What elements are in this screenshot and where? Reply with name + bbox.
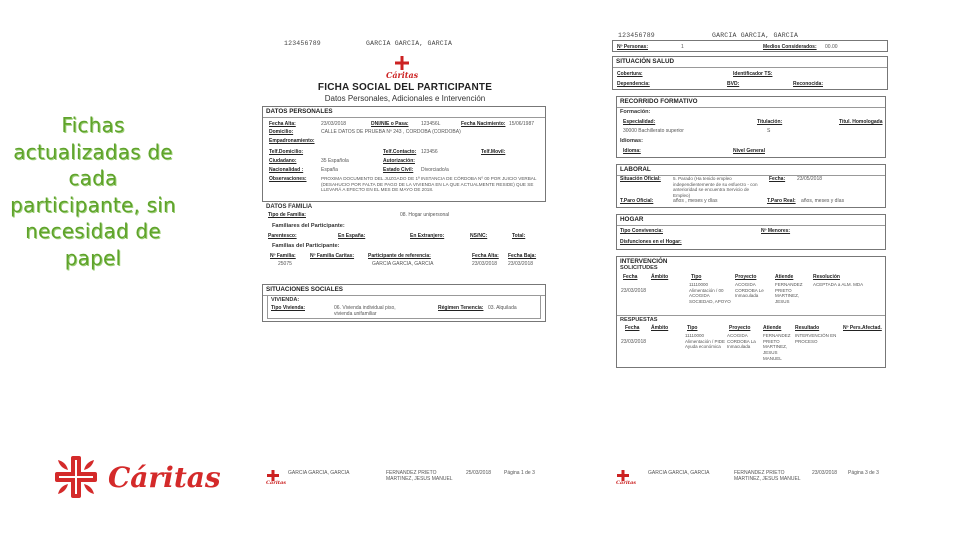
hogar-section [616, 214, 886, 250]
subsection-header: VIVIENDA: [271, 297, 300, 303]
table-cell: 30000 Bachillerato superior [623, 128, 684, 134]
field-label: Empadronamiento: [269, 138, 315, 144]
field-label: Fecha Alta: [269, 121, 296, 127]
field-label: Titul. Homologada [839, 119, 883, 125]
footer-logo [266, 470, 286, 486]
table-header: Fecha [623, 274, 638, 280]
footer-worker: FERNANDEZ PRIETO MARTINEZ, JESUS MANUEL [386, 470, 453, 482]
field-value: 06. Vivienda individual piso, vivienda unifamiliar [334, 305, 396, 318]
field-label: Titulación: [757, 119, 783, 125]
field-value: 35 Española [321, 158, 349, 164]
field-value: 123456 [421, 149, 438, 155]
field-label: Nº Personas: [617, 44, 649, 50]
field-value: años , meses y días [673, 198, 718, 204]
field-value: 03. Alquilada [488, 305, 517, 311]
personas-box [612, 40, 888, 52]
subsection-header: RESPUESTAS [620, 317, 658, 323]
field-label: Nivel General [733, 148, 765, 154]
field-label: Telf.Contacto: [383, 149, 417, 155]
table-header: Resultado [795, 325, 820, 331]
footer-worker: FERNANDEZ PRIETO MARTINEZ, JESUS MANUEL [734, 470, 801, 482]
field-label: Estado Civil: [383, 167, 414, 173]
datos-personales-section [262, 106, 546, 202]
table-header: Tipo [687, 325, 698, 331]
subsection-header: Formación: [620, 109, 651, 115]
field-label: Idioma: [623, 148, 641, 154]
field-label: Nº Menores: [761, 228, 791, 234]
ficha-title: FICHA SOCIAL DEL PARTICIPANTE [317, 82, 493, 93]
table-header: Atiende [775, 274, 794, 280]
table-cell: 25075 [278, 261, 292, 267]
subsection-header: Familiares del Participante: [272, 223, 345, 229]
field-value: CALLE DATOS DE PRUEBA Nº 243 , CORDOBA (CORDOBA) [321, 129, 461, 135]
field-label: Observaciones: [269, 176, 307, 182]
caritas-cross-icon [52, 454, 100, 500]
table-header: Proyecto [729, 325, 751, 331]
field-label: Parentesco: [268, 233, 297, 239]
footer-pages: Página 3 de 3 [848, 470, 879, 476]
footer-date: 25/03/2018 [466, 470, 492, 476]
field-label: Dependencia: [617, 81, 650, 87]
field-label: Fecha: [769, 176, 786, 182]
field-label: Autorización: [383, 158, 415, 164]
table-cell: 23/03/2018 [508, 261, 534, 267]
table-header: Fecha [625, 325, 640, 331]
footer-date: 23/03/2018 [812, 470, 838, 476]
table-cell: 23/03/2018 [621, 339, 647, 345]
field-value: 123456L [421, 121, 441, 127]
situaciones-sociales-section [262, 284, 546, 322]
field-label: Cobertura: [617, 71, 643, 77]
field-label: Reconocida: [793, 81, 824, 87]
table-cell: ACEPTADA a ALM. MDA [813, 282, 864, 287]
field-label: Tipo Vivienda: [271, 305, 305, 311]
section-header: RECORRIDO FORMATIVO [617, 97, 885, 108]
field-label: Especialidad: [623, 119, 656, 125]
field-value: 15/06/1987 [509, 121, 535, 127]
table-cell: 23/03/2018 [621, 288, 647, 294]
table-cell: 11110000 Alimentación / 00 ACOGIDA SOCIEDAD, APOYO [689, 282, 731, 304]
table-header: Nº Familia: [270, 253, 296, 259]
divider [617, 315, 885, 316]
field-label: DNI/NIE o Pasa: [371, 121, 409, 127]
recorrido-formativo-section [616, 96, 886, 158]
field-label: T.Paro Oficial: [620, 198, 654, 204]
field-label: Telf.Movil: [481, 149, 506, 155]
page1-top-name: GARCIA GARCIA, GARCIA [366, 40, 453, 47]
field-label: Ciudadano: [269, 158, 297, 164]
footer-name: GARCIA GARCIA, GARCIA [648, 470, 710, 476]
table-header: Tipo [691, 274, 702, 280]
table-cell: S [767, 128, 771, 134]
page2-top-name: GARCIA GARCIA, GARCIA [712, 32, 799, 39]
field-label: Identificador TS: [733, 71, 773, 77]
table-cell: FERNANDEZ PRIETO MARTINEZ, JESUS [775, 282, 803, 304]
field-value: 23/05/2018 [797, 176, 823, 182]
field-value: años, meses y días [801, 198, 845, 204]
table-cell: GARCIA GARCIA, GARCIA [372, 261, 434, 267]
field-label: En España: [338, 233, 366, 239]
page1-logo [386, 56, 418, 80]
field-label: Situación Oficial: [620, 176, 661, 182]
caritas-brand [52, 454, 221, 500]
laboral-section [616, 164, 886, 208]
field-label: Domicilio: [269, 129, 294, 135]
section-header: SITUACIONES SOCIALES [263, 285, 545, 296]
field-label: T.Paro Real: [767, 198, 796, 204]
section-header: DATOS PERSONALES [263, 107, 545, 118]
document-page-1 [260, 34, 550, 324]
field-value: 23/03/2018 [321, 121, 347, 127]
field-value: 00.00 [825, 44, 838, 50]
field-label: Tipo de Familia: [268, 212, 306, 218]
table-cell: ACOGIDA CORDOBA Le Inmaculada [735, 282, 764, 299]
brand-name: Cáritas [108, 460, 221, 494]
table-header: Nº Familia Caritas: [310, 253, 355, 259]
footer-logo-text: Cáritas [266, 480, 287, 486]
table-header: Resolución [813, 274, 840, 280]
vivienda-box [267, 295, 541, 319]
caritas-cross-icon [394, 56, 410, 70]
field-label: BVD: [727, 81, 740, 87]
section-header: SITUACIÓN SALUD [613, 57, 887, 68]
table-header: Proyecto [735, 274, 757, 280]
page2-footer [616, 470, 896, 494]
footer-logo [616, 470, 636, 486]
section-header: LABORAL [617, 165, 885, 176]
field-value: 08. Hogar unipersonal [400, 212, 450, 218]
table-cell: INTERVENCIÓN EN PROCESO [795, 333, 837, 344]
situacion-salud-section [612, 56, 888, 90]
field-value: 1 [681, 44, 684, 50]
field-label: Nacionalidad : [269, 167, 304, 173]
subsection-header: Familias del Participante: [272, 243, 340, 249]
observaciones-text: PROXIMA DOCUMENTO DEL JUZGADO DE 1ª INSTANCIA DE CÓRDOBA Nº 00 POR JUICIO VERBAL (DESAHUCIO POR FALTA DE PAGO DE LA VIVIENDA EN LA QUE ACTUALMENTE RESIDE) QUE SE LLEVARÁ A EFECTO EN EL MES DE MAYO DE 2018. [321, 176, 537, 193]
table-header: Fecha Alta: [472, 253, 499, 259]
field-label: NS/NC: [470, 233, 488, 239]
footer-logo-text: Cáritas [616, 480, 637, 486]
intervencion-section [616, 256, 886, 368]
document-page-2 [612, 32, 892, 370]
table-header: Nº Pers.Afectad. [843, 325, 882, 331]
subsection-header: SOLICITUDES [620, 265, 658, 271]
table-cell: 11110000 Alimentación / PIDE Ayuda económica [685, 333, 726, 350]
section-header: HOGAR [617, 215, 885, 226]
field-label: Medios Considerados: [763, 44, 817, 50]
table-cell: FERNANDEZ PRIETO MARTINEZ, JESUS MANUEL [763, 333, 791, 361]
slide-headline: Fichas actualizadas de cada participante, sin necesidad de papel [10, 113, 176, 270]
field-label: Tipo Convivencia: [620, 228, 663, 234]
page1-footer [266, 470, 556, 494]
page1-logo-text: Cáritas [386, 70, 419, 80]
field-label: Telf.Domicilio: [269, 149, 304, 155]
field-label: Fecha Nacimiento: [461, 121, 506, 127]
subsection-header: Idiomas: [620, 138, 644, 144]
field-label: Total: [512, 233, 526, 239]
table-header: Atiende [763, 325, 782, 331]
table-cell: ACOGIDA CORDOBA La Inmaculada [727, 333, 756, 350]
field-value: España [321, 167, 338, 173]
field-value: Divorciado/a [421, 167, 449, 173]
table-header: Participante de referencia: [368, 253, 431, 259]
field-label: Régimen Tenencia: [438, 305, 484, 311]
page2-top-id: 123456789 [618, 32, 655, 39]
field-label: Disfunciones en el Hogar: [620, 239, 682, 245]
field-value: 5. Parado (Ha tenido empleo independientemente de su esfuerzo - con anterioridad se encuentra Servicio de Empleo) [673, 176, 758, 199]
page1-top-id: 123456789 [284, 40, 321, 47]
footer-name: GARCIA GARCIA, GARCIA [288, 470, 350, 476]
ficha-subtitle: Datos Personales, Adicionales e Intervención [324, 94, 486, 103]
table-header: Ámbito [651, 325, 669, 331]
field-label: En Extranjero: [410, 233, 445, 239]
section-header: DATOS FAMILIA [266, 204, 313, 210]
table-cell: 23/03/2018 [472, 261, 498, 267]
table-header: Ámbito [651, 274, 669, 280]
footer-pages: Página 1 de 3 [504, 470, 535, 476]
table-header: Fecha Baja: [508, 253, 537, 259]
section-header: INTERVENCIÓN [620, 258, 668, 265]
